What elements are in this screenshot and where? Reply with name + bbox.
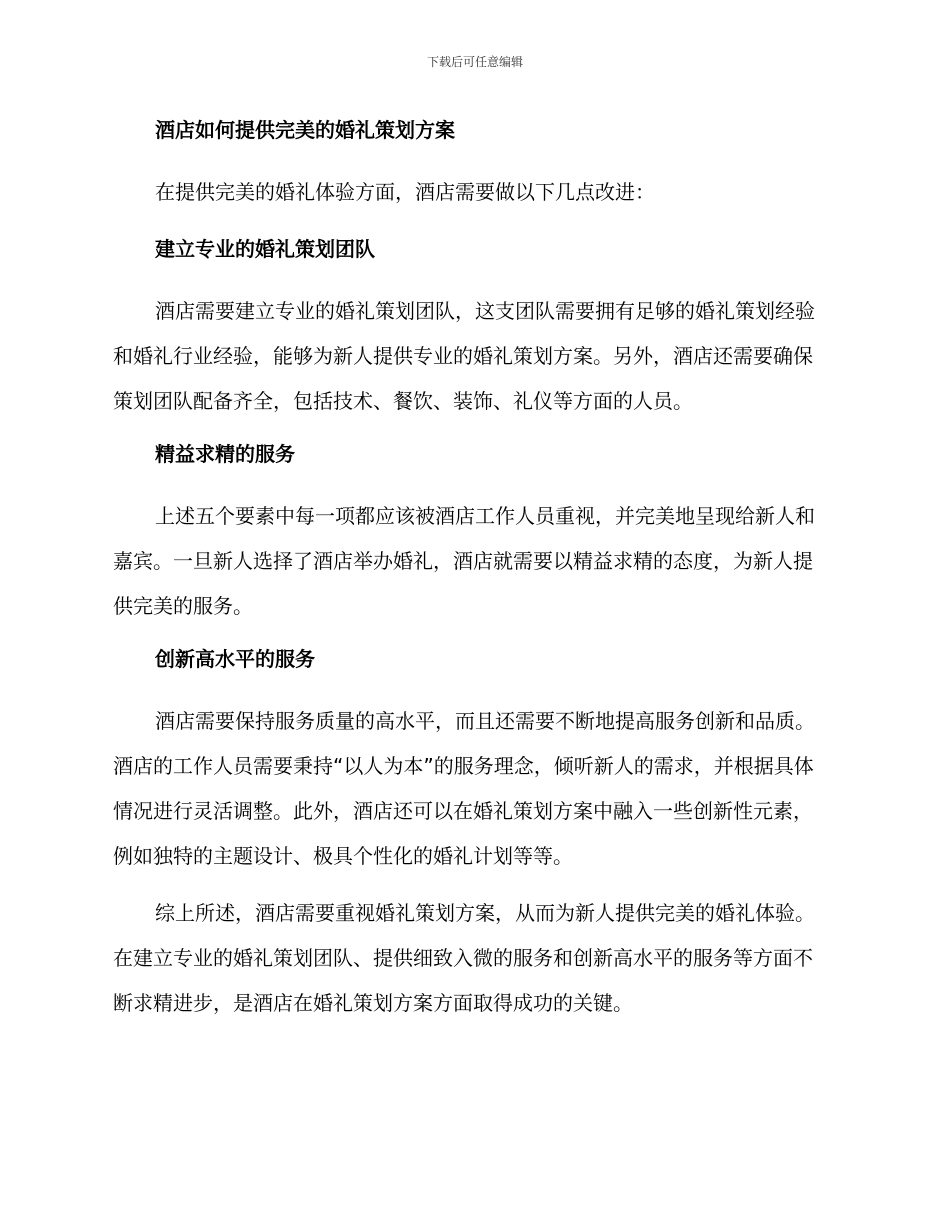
section-body-innovation: 酒店需要保持服务质量的高水平，而且还需要不断地提高服务创新和品质。酒店的工作人员需要秉持“以人为本”的服务理念，倾听新人的需求，并根据具体情况进行灵活调整。此外，酒店还可以在婚礼策划方案中融入一些创新性元素，例如独特的主题设计、极具个性化的婚礼计划等等。 <box>113 709 815 868</box>
intro-paragraph: 在提供完美的婚礼体验方面，酒店需要做以下几点改进： <box>155 180 655 204</box>
page-header: 下载后可任意编辑 <box>426 55 523 69</box>
conclusion-paragraph: 综上所述，酒店需要重视婚礼策划方案，从而为新人提供完美的婚礼体验。在建立专业的婚礼策划团队、提供细致入微的服务和创新高水平的服务等方面不断求精进步，是酒店在婚礼策划方案方面取得成功的关键。 <box>113 901 815 1015</box>
document-body <box>113 112 831 1038</box>
section-heading-innovation: 创新高水平的服务 <box>155 647 315 671</box>
section-heading-service: 精益求精的服务 <box>155 442 295 466</box>
section-body-service: 上述五个要素中每一项都应该被酒店工作人员重视，并完美地呈现给新人和嘉宾。一旦新人选择了酒店举办婚礼，酒店就需要以精益求精的态度，为新人提供完美的服务。 <box>113 504 815 618</box>
section-heading-team: 建立专业的婚礼策划团队 <box>155 237 375 261</box>
section-body-team: 酒店需要建立专业的婚礼策划团队，这支团队需要拥有足够的婚礼策划经验和婚礼行业经验，能够为新人提供专业的婚礼策划方案。另外，酒店还需要确保策划团队配备齐全，包括技术、餐饮、装饰、礼仪等方面的人员。 <box>113 299 815 413</box>
document-title: 酒店如何提供完美的婚礼策划方案 <box>155 118 455 142</box>
